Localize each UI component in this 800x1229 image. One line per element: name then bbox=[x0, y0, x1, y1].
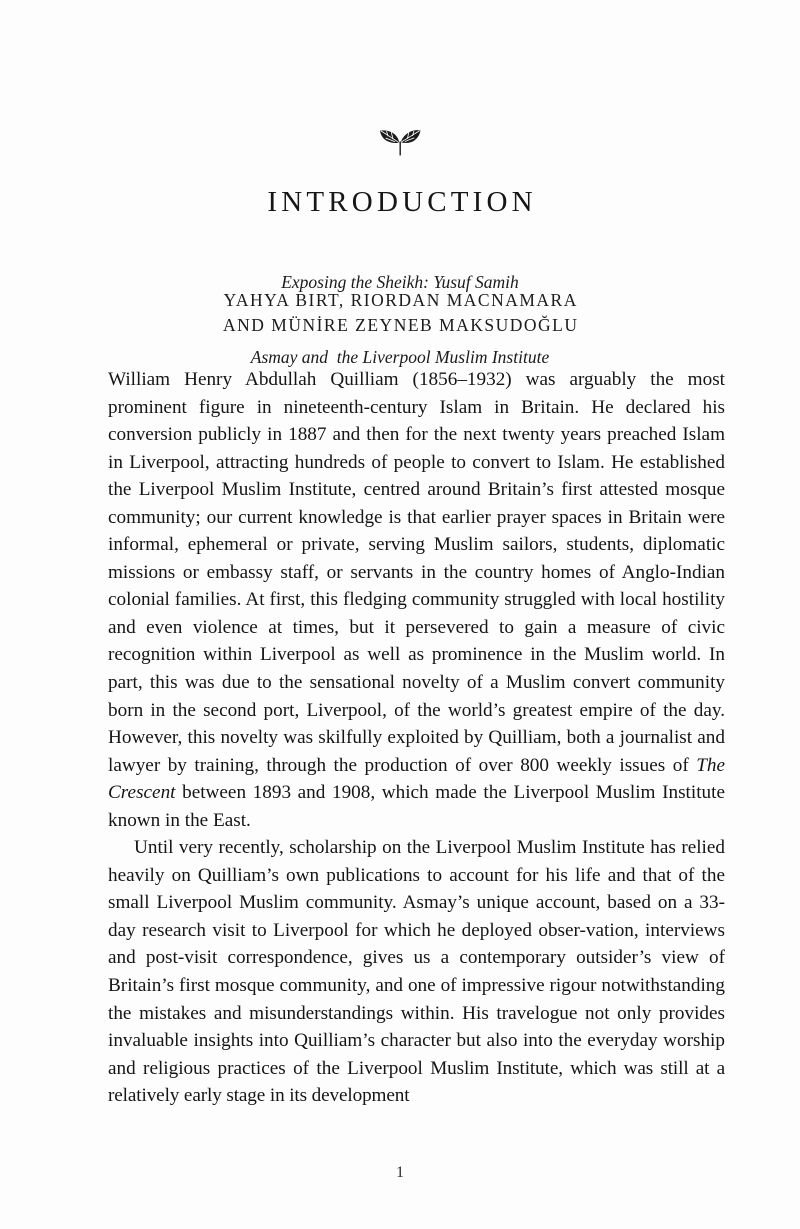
paragraph-2-last-line: Muslim Institute, which was still at a relatively early stage in its development bbox=[108, 1057, 725, 1107]
paragraph-2 bbox=[108, 834, 725, 1109]
paragraph-1-text-part-2: between 1893 and 1908, which made the Liverpool Muslim Institute known in the East. bbox=[108, 782, 725, 831]
paragraph-2-text: Until very recently, scholarship on the Liverpool Muslim Institute has relied heavily on Quilliam’s own publications to account for his life and that of the small Liverpool Muslim community. Asmay’s unique account, based on a 33-day research visit to Liverpool for which he deployed obser-vation, interviews and post-visit correspondence, gives us a contemporary outsider’s view of Britain’s first mosque community, and one of impressive rigour notwithstanding the mistakes and misunderstandings within. His travelogue not only provides invaluable insights into Quilliam’s character but also into the everyday worship and religious practices of the Liverpool bbox=[108, 837, 725, 1079]
leaf-sprig-ornament bbox=[0, 126, 800, 156]
chapter-subtitle-line-2: Asmay and the Liverpool Muslim Institute bbox=[250, 347, 550, 367]
paragraph-1-text-part-1: William Henry Abdullah Quilliam (1856–1932) was arguably the most prominent figure in nineteenth-century Islam in Britain. He declared his conversion publicly in 1887 and then for the next twenty years preached Islam in Liverpool, attracting hundreds of people to convert to Islam. He established the Liverpool Muslim Institute, centred around Britain’s first attested mosque community; our current knowledge is that earlier prayer spaces in Britain were informal, ephemeral or private, serving Muslim sailors, students, diplomatic missions or embassy staff, or servants in the country homes of Anglo-Indian colonial families. At first, this fledging community struggled with local hostility and even violence at times, but it persevered to gain a measure of civic recognition within Liverpool as well as prominence in the Muslim world. In part, this was due to the sensational novelty of a Muslim convert community born in the second port, Liverpool, of the world’s greatest empire of the day. However, this novelty was skilfully exploited by Quilliam, both a journalist and lawyer by training, through the production of over 800 weekly issues of bbox=[108, 369, 725, 776]
page-title: INTRODUCTION bbox=[267, 186, 537, 219]
page-number: 1 bbox=[396, 1164, 404, 1181]
paragraph-1 bbox=[108, 366, 725, 834]
author-byline-line-2: AND MÜNİRE ZEYNEB MAKSUDOĞLU bbox=[222, 315, 579, 335]
body-text bbox=[108, 366, 725, 1110]
author-byline-line-1: YAHYA BIRT, RIORDAN MACNAMARA bbox=[223, 290, 578, 310]
chapter-subtitle-line-1: Exposing the Sheikh: Yusuf Samih bbox=[281, 272, 519, 292]
author-byline bbox=[0, 288, 800, 338]
journal-title-crescent: The Crescent bbox=[108, 754, 725, 804]
